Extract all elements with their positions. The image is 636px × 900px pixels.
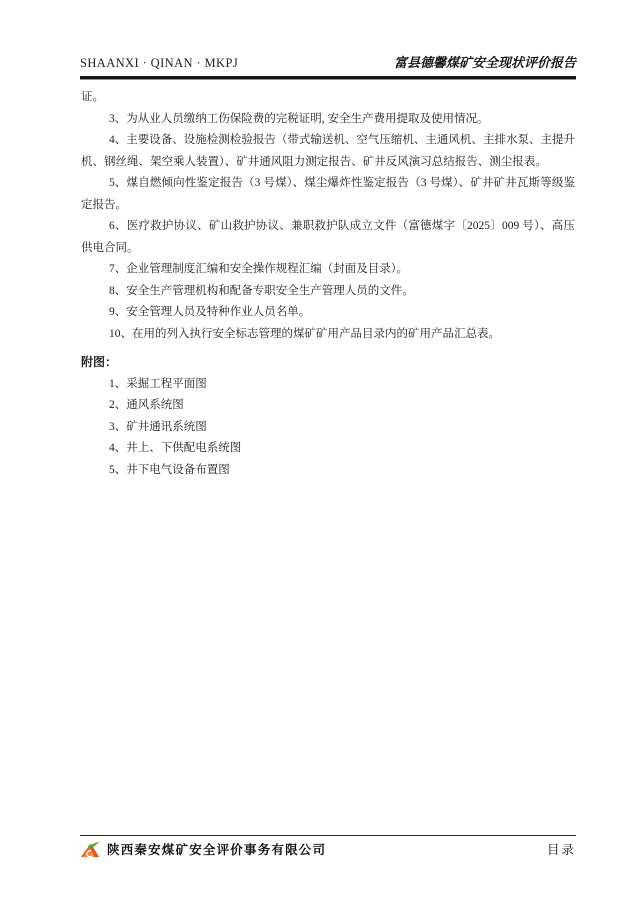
- paragraph-item-4: 4、主要设备、设施检测检验报告（带式输送机、空气压缩机、主通风机、主排水泵、主提升机、钢丝绳、架空乘人装置）、矿井通风阻力测定报告、矿井反风演习总结报告、测尘报表。: [81, 134, 575, 168]
- document-body: [81, 87, 575, 481]
- header-right-title: 富县德馨煤矿安全现状评价报告: [393, 55, 576, 70]
- paragraph-item-10: 10、在用的列入执行安全标志管理的煤矿矿用产品目录内的矿用产品汇总表。: [109, 327, 500, 340]
- paragraph-item-7: 7、企业管理制度汇编和安全操作规程汇编（封面及目录）。: [109, 263, 408, 275]
- header-rule: [80, 76, 576, 80]
- paragraph-item-5: 5、煤自燃倾向性鉴定报告（3 号煤）、煤尘爆炸性鉴定报告（3 号煤）、矿井矿井瓦斯等级鉴定报告。: [81, 177, 575, 211]
- page-footer: [80, 835, 576, 858]
- attachments-heading: 附图：: [81, 355, 118, 369]
- attachment-item-4: 4、井上、下供配电系统图: [109, 442, 242, 454]
- attachment-item-3: 3、矿井通讯系统图: [109, 420, 207, 433]
- paragraph-item-3: 3、为从业人员缴纳工伤保险费的完税证明, 安全生产费用提取及使用情况。: [109, 112, 489, 125]
- footer-page-label: 目录: [546, 843, 576, 857]
- header-left-text: SHAANXI · QINAN · MKPJ: [80, 56, 239, 70]
- footer-company-block: [80, 840, 326, 858]
- paragraph-item-8: 8、安全生产管理机构和配备专职安全生产管理人员的文件。: [109, 284, 414, 297]
- attachment-item-2: 2、通风系统图: [109, 399, 184, 411]
- company-logo-icon: [80, 841, 100, 858]
- attachment-item-5: 5、井下电气设备布置图: [109, 463, 230, 476]
- paragraph-item-9: 9、安全管理人员及特种作业人员名单。: [109, 306, 311, 318]
- paragraph-continuation: 证。: [81, 91, 104, 103]
- page-header-row: [80, 52, 576, 76]
- attachment-item-1: 1、采掘工程平面图: [109, 377, 207, 390]
- page-header: [80, 52, 576, 80]
- paragraph-item-6: 6、医疗救护协议、矿山救护协议、兼职救护队成立文件（富德煤字〔2025〕009 号）、高压供电合同。: [81, 220, 575, 254]
- footer-company-name: 陕西秦安煤矿安全评价事务有限公司: [107, 843, 327, 857]
